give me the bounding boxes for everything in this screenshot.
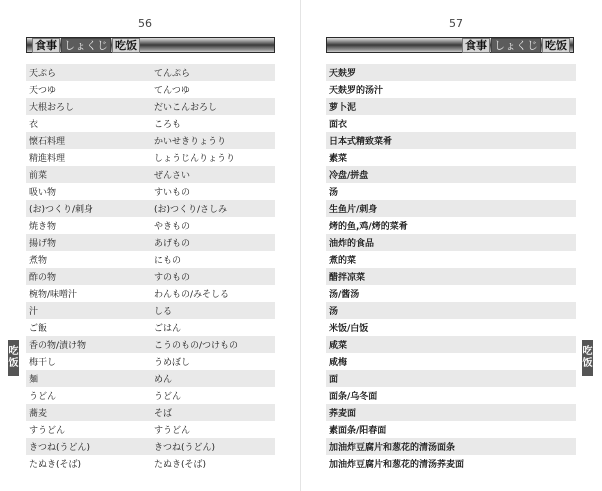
chinese-translation: 油炸的食品 — [329, 239, 375, 249]
table-row — [26, 336, 275, 353]
table-row — [26, 149, 275, 166]
header-japanese: 食事 — [32, 38, 60, 53]
table-row — [26, 200, 275, 217]
section-header-label — [32, 38, 140, 52]
kana-reading: やきもの — [154, 222, 191, 232]
table-row — [26, 404, 275, 421]
japanese-term: 天つゆ — [29, 86, 57, 96]
kana-reading: だいこんおろし — [154, 103, 218, 113]
chinese-translation: 米饭/白饭 — [329, 324, 369, 334]
japanese-term: 吸い物 — [29, 188, 57, 198]
chinese-translation: 天麸罗的汤汁 — [329, 86, 384, 96]
header-japanese: 食事 — [462, 38, 490, 53]
side-tab-char: 饭 — [8, 358, 19, 369]
table-row — [326, 115, 576, 132]
right-page — [301, 0, 602, 491]
chinese-translation: 冷盘/拼盘 — [329, 171, 369, 181]
kana-reading: すうどん — [154, 426, 191, 436]
chinese-translation: 荞麦面 — [329, 409, 357, 419]
chinese-translation-table — [326, 64, 576, 472]
section-header-label — [462, 38, 570, 52]
table-row — [326, 234, 576, 251]
table-row — [326, 217, 576, 234]
chinese-translation: 醋拌凉菜 — [329, 273, 366, 283]
japanese-term: 梅干し — [29, 358, 57, 368]
kana-reading: てんぷら — [154, 69, 191, 79]
kana-reading: うめぼし — [154, 358, 191, 368]
side-tab-char: 饭 — [582, 358, 593, 369]
japanese-term: 天ぷら — [29, 69, 57, 79]
kana-reading: うどん — [154, 392, 182, 402]
side-index-tab — [8, 340, 19, 376]
page-number: 57 — [449, 17, 463, 30]
side-tab-char: 吃 — [582, 346, 593, 357]
japanese-term: 精進料理 — [29, 154, 66, 164]
japanese-term: 煮物 — [29, 256, 48, 266]
japanese-term: 揚げ物 — [29, 239, 57, 249]
table-row — [26, 421, 275, 438]
section-header-bar — [26, 37, 275, 53]
japanese-term: 焼き物 — [29, 222, 57, 232]
chinese-translation: 萝卜泥 — [329, 103, 357, 113]
chinese-translation: 面 — [329, 375, 339, 385]
table-row — [26, 268, 275, 285]
table-row — [26, 370, 275, 387]
table-row — [26, 217, 275, 234]
chinese-translation: 煮的菜 — [329, 256, 357, 266]
kana-reading: そば — [154, 409, 173, 419]
table-row — [26, 285, 275, 302]
table-row — [326, 370, 576, 387]
chinese-translation: 加油炸豆腐片和葱花的清汤荞麦面 — [329, 460, 465, 470]
japanese-term: 大根おろし — [29, 103, 75, 113]
page-number: 56 — [138, 17, 152, 30]
japanese-term: すうどん — [29, 426, 66, 436]
kana-reading: てんつゆ — [154, 86, 190, 96]
side-index-tab — [582, 340, 593, 376]
section-header-bar — [326, 37, 574, 53]
table-row — [326, 319, 576, 336]
table-row — [326, 200, 576, 217]
chinese-translation: 汤 — [329, 307, 339, 317]
kana-reading: めん — [154, 375, 173, 385]
kana-reading: わんもの/みそしる — [154, 290, 230, 300]
kana-reading: しょうじんりょうり — [154, 154, 236, 164]
table-row — [26, 166, 275, 183]
table-row — [26, 319, 275, 336]
table-row — [326, 421, 576, 438]
kana-reading: しる — [154, 307, 173, 317]
kana-reading: かいせきりょうり — [154, 137, 227, 147]
table-row — [26, 132, 275, 149]
chinese-translation: 面条/乌冬面 — [329, 392, 378, 402]
chinese-translation: 生鱼片/刺身 — [329, 205, 378, 215]
chinese-translation: 素菜 — [329, 154, 348, 164]
chinese-translation: 面衣 — [329, 120, 348, 130]
table-row — [26, 183, 275, 200]
japanese-term: (お)つくり/刺身 — [29, 205, 94, 215]
japanese-term-table — [26, 64, 275, 472]
table-row — [326, 285, 576, 302]
japanese-term: 椀物/味噌汁 — [29, 290, 78, 300]
chinese-translation: 素面条/阳春面 — [329, 426, 387, 436]
chinese-translation: 咸菜 — [329, 341, 348, 351]
table-row — [326, 387, 576, 404]
table-row — [26, 98, 275, 115]
kana-reading: たぬき(そば) — [154, 460, 207, 470]
table-row — [326, 404, 576, 421]
japanese-term: うどん — [29, 392, 57, 402]
japanese-term: たぬき(そば) — [29, 460, 82, 470]
table-row — [326, 183, 576, 200]
table-row — [326, 455, 576, 472]
header-reading: しょくじ — [61, 38, 111, 53]
table-row — [326, 438, 576, 455]
japanese-term: 懐石料理 — [29, 137, 66, 147]
table-row — [326, 149, 576, 166]
japanese-term: 香の物/漬け物 — [29, 341, 87, 351]
table-row — [26, 455, 275, 472]
header-chinese: 吃饭 — [542, 38, 570, 53]
table-row — [326, 353, 576, 370]
table-row — [326, 81, 576, 98]
table-row — [26, 115, 275, 132]
chinese-translation: 咸梅 — [329, 358, 348, 368]
table-row — [26, 64, 275, 81]
chinese-translation: 加油炸豆腐片和葱花的清汤面条 — [329, 443, 456, 453]
table-row — [26, 387, 275, 404]
table-row — [26, 81, 275, 98]
table-row — [326, 166, 576, 183]
japanese-term: 衣 — [29, 120, 39, 130]
japanese-term: 麺 — [29, 375, 39, 385]
table-row — [326, 251, 576, 268]
chinese-translation: 汤/酱汤 — [329, 290, 360, 300]
kana-reading: ころも — [154, 120, 182, 130]
kana-reading: きつね(うどん) — [154, 443, 216, 453]
table-row — [326, 302, 576, 319]
side-tab-char: 吃 — [8, 346, 19, 357]
chinese-translation: 日本式精致菜肴 — [329, 137, 393, 147]
japanese-term: 前菜 — [29, 171, 48, 181]
japanese-term: 汁 — [29, 307, 39, 317]
chinese-translation: 烤的鱼,鸡/烤的菜肴 — [329, 222, 408, 232]
table-row — [26, 302, 275, 319]
japanese-term: ご飯 — [29, 324, 48, 334]
table-row — [326, 64, 576, 81]
kana-reading: ぜんさい — [154, 171, 191, 181]
kana-reading: すいもの — [154, 188, 191, 198]
table-row — [326, 268, 576, 285]
header-reading: しょくじ — [491, 38, 541, 53]
kana-reading: ごはん — [154, 324, 182, 334]
table-row — [326, 336, 576, 353]
japanese-term: 酢の物 — [29, 273, 57, 283]
japanese-term: 蕎麦 — [29, 409, 48, 419]
chinese-translation: 天麸罗 — [329, 69, 357, 79]
table-row — [326, 132, 576, 149]
kana-reading: (お)つくり/さしみ — [154, 205, 228, 215]
japanese-term: きつね(うどん) — [29, 443, 91, 453]
header-chinese: 吃饭 — [112, 38, 140, 53]
chinese-translation: 汤 — [329, 188, 339, 198]
table-row — [26, 251, 275, 268]
kana-reading: あげもの — [154, 239, 191, 249]
table-row — [26, 234, 275, 251]
table-row — [326, 98, 576, 115]
kana-reading: すのもの — [154, 273, 191, 283]
table-row — [26, 438, 275, 455]
kana-reading: こうのもの/つけもの — [154, 341, 239, 351]
kana-reading: にもの — [154, 256, 182, 266]
table-row — [26, 353, 275, 370]
